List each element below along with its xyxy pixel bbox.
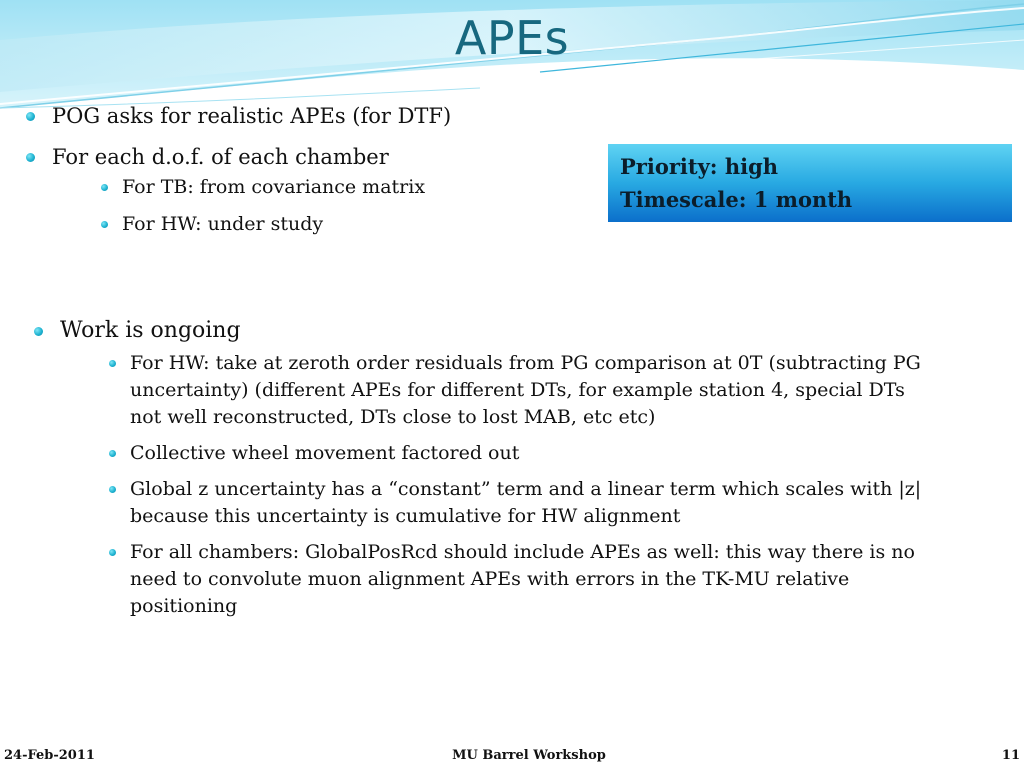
bullet-item <box>24 145 604 236</box>
bottom-bullet-list <box>32 317 932 629</box>
sub-bullet-item <box>98 212 604 236</box>
bullet-dot-icon <box>101 221 108 228</box>
footer-page-number: 11 <box>1001 748 1020 763</box>
top-bullet-list <box>24 104 604 253</box>
priority-label: Priority: high <box>620 154 779 179</box>
bullet-dot-icon <box>109 360 116 367</box>
sub-bullet-text: For HW: take at zeroth order residuals from PG comparison at 0T (subtracting PG uncertainty) (different APEs for different DTs, for example station 4, special DTs not well reconstructed, DTs close to lost MAB, etc etc) <box>130 352 921 428</box>
sub-bullet-list <box>60 350 932 620</box>
bullet-text: POG asks for realistic APEs (for DTF) <box>52 104 452 128</box>
bullet-item <box>24 104 604 128</box>
footer-event: MU Barrel Workshop <box>452 748 606 763</box>
sub-bullet-text: Collective wheel movement factored out <box>130 442 520 464</box>
sub-bullet-list <box>52 175 604 236</box>
sub-bullet-text: For HW: under study <box>122 213 324 235</box>
sub-bullet-item <box>106 539 932 620</box>
sub-bullet-text: For TB: from covariance matrix <box>122 176 426 198</box>
sub-bullet-item <box>106 476 932 530</box>
priority-box <box>608 144 1012 222</box>
sub-bullet-item <box>98 175 604 199</box>
bullet-dot-icon <box>109 486 116 493</box>
slide-title: APEs <box>454 11 570 65</box>
sub-bullet-item <box>106 440 932 467</box>
bullet-item <box>32 317 932 620</box>
bullet-dot-icon <box>26 153 35 162</box>
bullet-dot-icon <box>26 112 35 121</box>
bullet-text: For each d.o.f. of each chamber <box>52 145 389 169</box>
bullet-dot-icon <box>109 549 116 556</box>
bullet-text: Work is ongoing <box>60 318 241 343</box>
sub-bullet-item <box>106 350 932 431</box>
sub-bullet-text: Global z uncertainty has a “constant” term and a linear term which scales with |z| because this uncertainty is cumulative for HW alignment <box>130 478 922 527</box>
timescale-label: Timescale: 1 month <box>620 187 853 212</box>
sub-bullet-text: For all chambers: GlobalPosRcd should include APEs as well: this way there is no need to convolute muon alignment APEs with errors in the TK-MU relative positioning <box>130 541 915 617</box>
bullet-dot-icon <box>101 184 108 191</box>
footer-date: 24-Feb-2011 <box>4 748 95 763</box>
bullet-dot-icon <box>109 450 116 457</box>
bullet-dot-icon <box>34 327 43 336</box>
